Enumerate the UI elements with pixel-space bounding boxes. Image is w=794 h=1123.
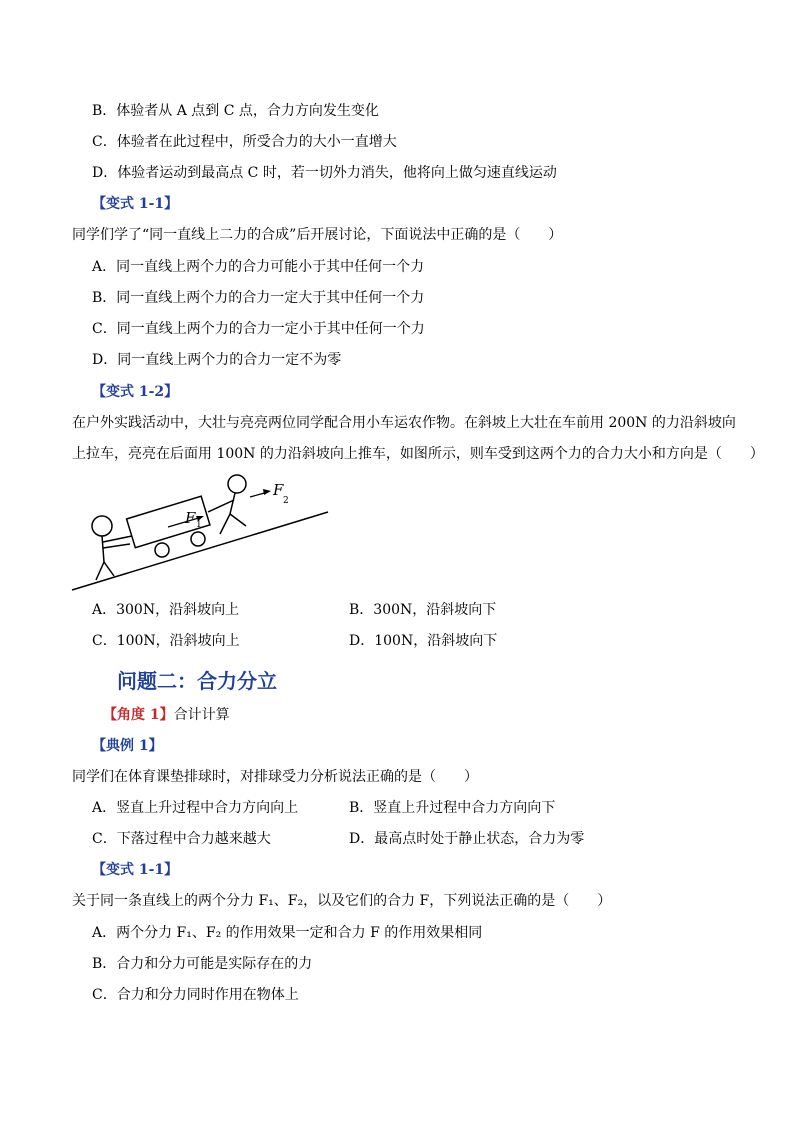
variant-1-1-option-d: D．同一直线上两个力的合力一定不为零: [92, 352, 342, 368]
variant-1-2-option-c: C．100N，沿斜坡向上: [92, 633, 240, 649]
angle-tag: 【角度 1】: [103, 707, 174, 723]
figure-label-f2-sub: 2: [283, 496, 289, 506]
angle-line: [103, 705, 230, 725]
figure-label-f1: F: [185, 509, 196, 527]
slope-cart-figure: [70, 470, 330, 595]
person-front-head: [228, 475, 246, 493]
section-title: 问题二：合力分立: [117, 669, 277, 693]
variant-1-1b-option-b: B．合力和分力可能是实际存在的力: [92, 956, 313, 972]
prev-option-d: D．体验者运动到最高点 C 时，若一切外力消失，他将向上做匀速直线运动: [92, 165, 557, 181]
variant-1-1-stem: 同学们学了“同一直线上二力的合成”后开展讨论，下面说法中正确的是（ ）: [72, 227, 563, 243]
variant-1-2-option-b: B．300N，沿斜坡向下: [349, 602, 497, 618]
variant-1-1-option-c: C．同一直线上两个力的合力一定小于其中任何一个力: [92, 321, 425, 337]
variant-1-2-option-a: A．300N，沿斜坡向上: [92, 602, 240, 618]
angle-text: 合计计算: [173, 707, 230, 723]
variant-1-1-option-a: A．同一直线上两个力的合力可能小于其中任何一个力: [92, 259, 425, 275]
variant-1-1b-tag: 【变式 1-1】: [92, 862, 179, 878]
example-1-stem: 同学们在体育课垫排球时，对排球受力分析说法正确的是（ ）: [72, 769, 478, 785]
variant-1-2-tag: 【变式 1-2】: [92, 384, 179, 400]
variant-1-2-stem-line1: 在户外实践活动中，大壮与亮亮两位同学配合用小车运农作物。在斜坡上大壮在车前用 200N 的力沿斜坡向: [72, 415, 736, 431]
cart-wheel-back: [155, 543, 169, 557]
figure-label-f2: F: [273, 481, 284, 499]
prev-option-b: B．体验者从 A 点到 C 点，合力方向发生变化: [92, 103, 379, 119]
variant-1-1-tag: 【变式 1-1】: [92, 196, 179, 212]
variant-1-2-stem-line2: 上拉车，亮亮在后面用 100N 的力沿斜坡向上推车，如图所示，则车受到这两个力的合力大小和方向是（ ）: [72, 446, 764, 462]
example-1-tag: 【典例 1】: [92, 738, 163, 754]
figure-label-f1-sub: 1: [196, 520, 202, 530]
person-back-head: [92, 516, 112, 536]
variant-1-1-option-b: B．同一直线上两个力的合力一定大于其中任何一个力: [92, 290, 425, 306]
prev-option-c: C．体验者在此过程中，所受合力的大小一直增大: [92, 134, 397, 150]
example-1-option-b: B．竖直上升过程中合力方向向下: [349, 800, 556, 816]
example-1-option-c: C．下落过程中合力越来越大: [92, 831, 271, 847]
example-1-option-a: A．竖直上升过程中合力方向向上: [92, 800, 299, 816]
variant-1-1b-option-c: C．合力和分力同时作用在物体上: [92, 987, 299, 1003]
variant-1-1b-stem: 关于同一条直线上的两个分力 F₁、F₂，以及它们的合力 F，下列说法正确的是（ ）: [72, 893, 612, 909]
cart-wheel-front: [191, 532, 205, 546]
example-1-option-d: D．最高点时处于静止状态，合力为零: [349, 831, 585, 847]
variant-1-1b-option-a: A．两个分力 F₁、F₂ 的作用效果一定和合力 F 的作用效果相同: [92, 925, 483, 941]
variant-1-2-option-d: D．100N，沿斜坡向下: [349, 633, 498, 649]
